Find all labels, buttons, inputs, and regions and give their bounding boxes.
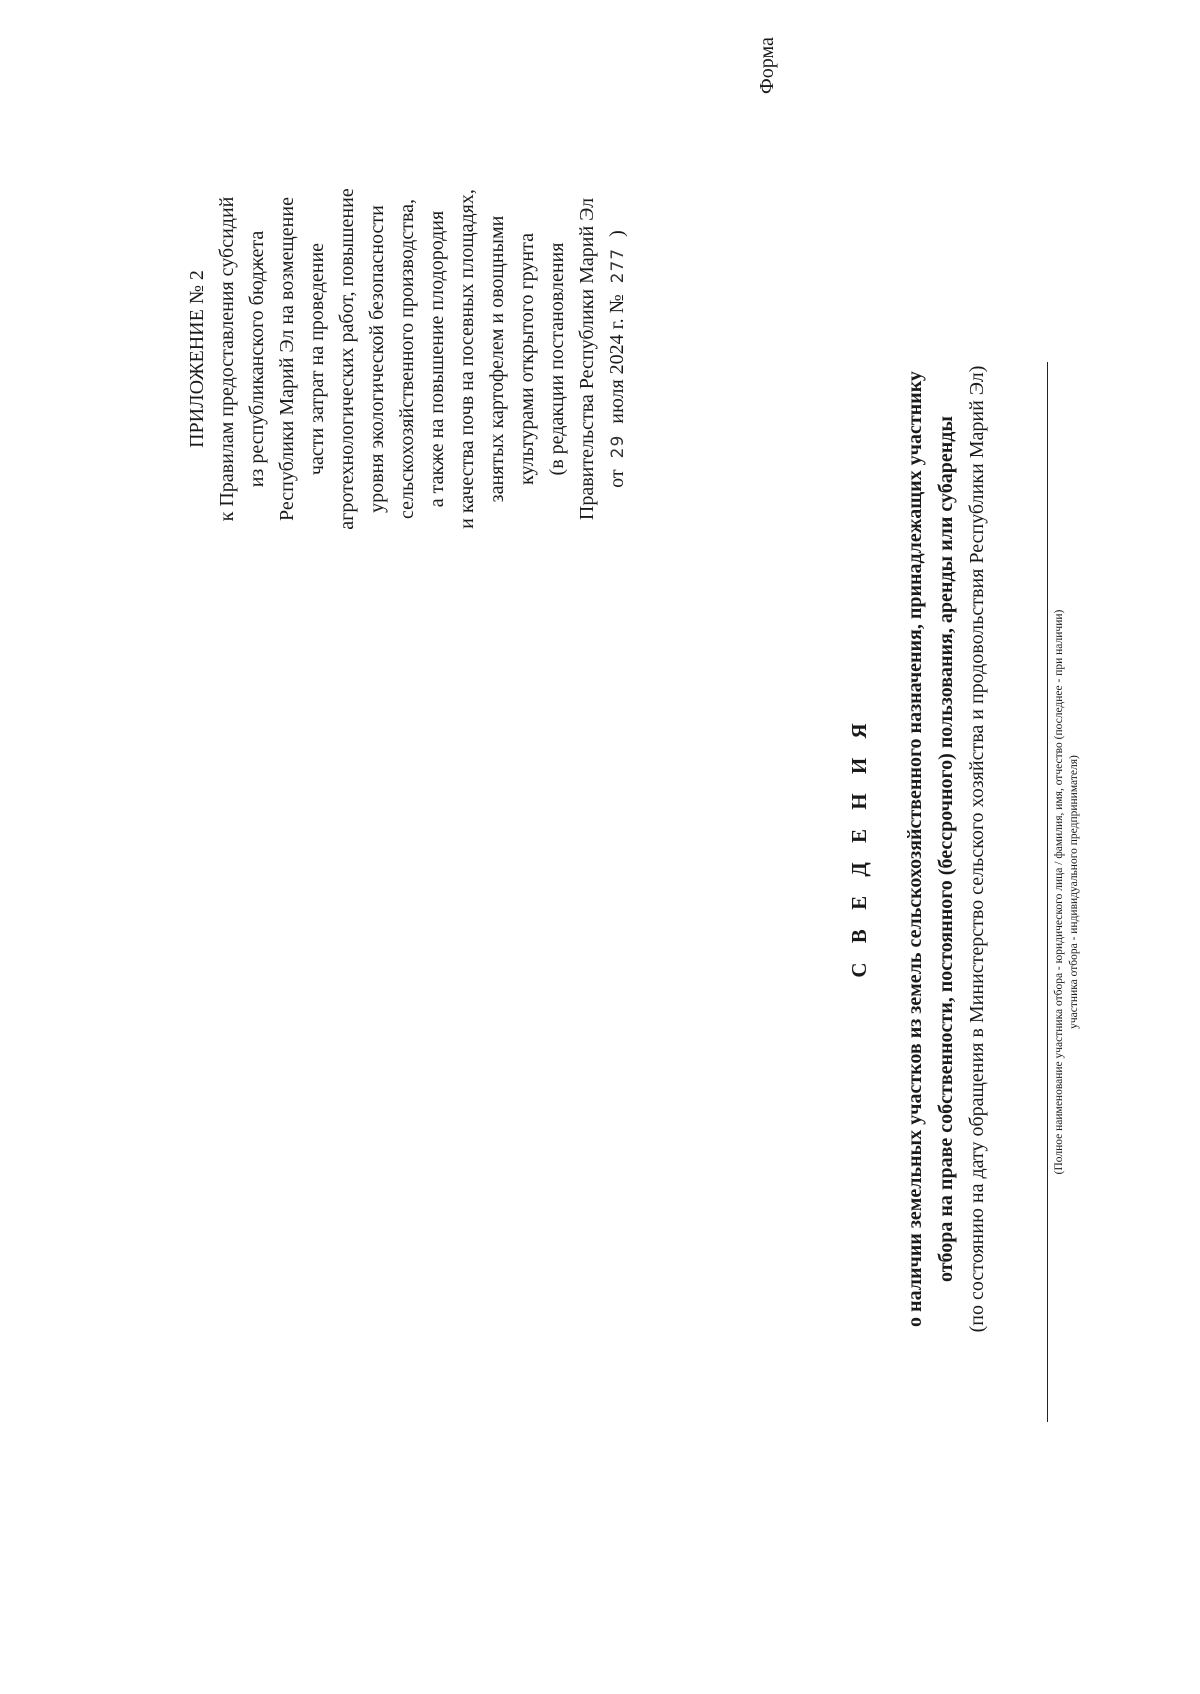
appendix-line: и качества почв на посевных площадях, [456,189,478,529]
appendix-line: уровня экологической безопасности [366,205,388,513]
appendix-line: занятых картофелем и овощными [486,215,508,503]
appendix-line: агротехнологических работ, повышение [336,188,358,530]
date-suffix: ) [606,230,628,237]
appendix-line: (в редакции постановления [546,242,568,476]
appendix-header [182,79,633,639]
name-fill-caption [1052,362,1082,1422]
document-subtitle [900,174,993,1524]
date-prefix: от [606,469,628,488]
appendix-line: сельскохозяйственного производства, [396,198,418,520]
appendix-line: культурами открытого грунта [516,233,538,485]
name-fill-line [1047,362,1048,1422]
document-title: С В Е Д Е Н И Я [847,716,871,978]
form-label: Форма [756,37,778,94]
appendix-line: Республики Марий Эл на возмещение [276,197,298,521]
appendix-line: а также на повышение плодородия [426,210,448,508]
appendix-title: ПРИЛОЖЕНИЕ № 2 [186,270,208,448]
date-month-year: июля 2024 г. № [606,294,628,424]
date-day: 29 [608,434,628,459]
caption-line-2: участника отбора - индивидуального предпринимателя) [1068,755,1080,1029]
subtitle-date-note: (по состоянию на дату обращения в Министерство сельского хозяйства и продовольствия Республики Марий Эл) [966,365,988,1333]
decree-number: 277 [608,247,628,284]
appendix-date-line [602,79,633,639]
caption-line-1: (Полное наименование участника отбора - юридического лица / фамилия, имя, отчество (последнее - при наличии) [1053,609,1065,1175]
appendix-line: части затрат на проведение [306,242,328,476]
subtitle-line-2: отбора на праве собственности, постоянного (бессрочного) пользования, аренды или субаренды [935,415,957,1283]
appendix-line: Правительства Республики Марий Эл [576,197,598,521]
appendix-line: из республиканского бюджета [246,230,268,488]
subtitle-line-1: о наличии земельных участков из земель сельскохозяйственного назначения, принадлежащих участнику [904,371,926,1327]
appendix-line: к Правилам предоставления субсидий [216,196,238,522]
